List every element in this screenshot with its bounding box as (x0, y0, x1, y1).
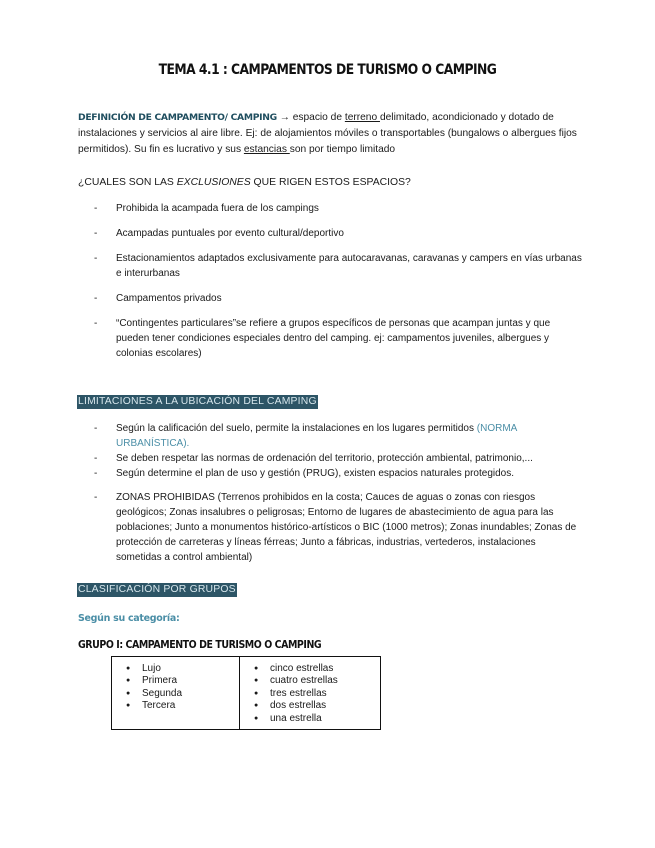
category-subheading: Según su categoría: (78, 613, 180, 624)
exclusions-list (92, 201, 582, 361)
page-title: TEMA 4.1 : CAMPAMENTOS DE TURISMO O CAMPING (158, 62, 497, 78)
definition-text-end: son por tiempo limitado (289, 143, 396, 155)
list-item: - Campamentos privados (92, 291, 582, 306)
classification-heading: CLASIFICACIÓN POR GRUPOS (78, 584, 236, 595)
category-column (112, 657, 240, 730)
definition-text: delimitado, acondicionado y dotado de instalaciones y servicios al aire libre. Ej: de alojamientos móviles o transportables (bungalows o albergues fijos permitidos). Su fin es lucrativo y sus (78, 112, 577, 155)
category-item: ● Lujo (122, 663, 229, 675)
list-item: - Acampadas puntuales por evento cultural/deportivo (92, 226, 582, 241)
exclusions-question (78, 177, 411, 188)
underlined-terreno: terreno (344, 112, 380, 123)
definition-arrow-text: → espacio de (276, 112, 345, 123)
definition-term: DEFINICIÓN DE CAMPAMENTO/ CAMPING (78, 112, 277, 123)
group-title: GRUPO I: CAMPAMENTO DE TURISMO O CAMPING (78, 639, 322, 651)
stars-item: ● dos estrellas (250, 700, 370, 712)
category-item: ● Tercera (122, 700, 229, 712)
category-item: ● Primera (122, 675, 229, 687)
limitations-heading: LIMITACIONES A LA UBICACIÓN DEL CAMPING (78, 396, 317, 407)
stars-item: ● tres estrellas (250, 688, 370, 700)
list-item: - Se deben respetar las normas de ordenación del territorio, protección ambiental, patrimonio,... (92, 451, 582, 466)
definition-paragraph (78, 110, 578, 157)
question-italic: EXCLUSIONES (176, 177, 251, 188)
list-item: - ZONAS PROHIBIDAS (Terrenos prohibidos en la costa; Cauces de aguas o zonas con riesgos geológicos; Zonas insalubres o peligrosas; Entorno de lugares de abastecimiento de agua para las poblaciones; Junto a monumentos histórico-artísticos o BIC (1000 metros); Zonas inundables; Zonas de protección de carreteras y líneas férreas; Junto a fábricas, industrias, vertederos, instalaciones sometidas a control ambiental) (92, 490, 582, 565)
limitation-text: Según la calificación del suelo, permite la instalaciones en los lugares permitidos (116, 423, 477, 434)
list-item: - Según determine el plan de uso y gestión (PRUG), existen espacios naturales protegidos. (92, 466, 582, 481)
limitations-list (92, 421, 582, 565)
question-suffix: QUE RIGEN ESTOS ESPACIOS? (250, 177, 411, 188)
list-item: - Prohibida la acampada fuera de los campings (92, 201, 582, 216)
category-table (111, 656, 381, 730)
stars-item: ● una estrella (250, 713, 370, 725)
norma-urbanistica-link: (NORMA URBANÍSTICA). (116, 423, 517, 449)
underlined-estancias: estancias (243, 143, 290, 155)
stars-item: ● cinco estrellas (250, 663, 370, 675)
list-item: - Estacionamientos adaptados exclusivamente para autocaravanas, caravanas y campers en vías urbanas e interurbanas (92, 251, 582, 281)
stars-item: ● cuatro estrellas (250, 675, 370, 687)
list-item: - “Contingentes particulares”se refiere a grupos específicos de personas que acampan juntas y que pueden tener condiciones especiales dentro del camping. ej: campamentos juveniles, albergues y colonias escolares) (92, 316, 582, 361)
category-item: ● Segunda (122, 688, 229, 700)
question-prefix: ¿CUALES SON LAS (78, 177, 177, 188)
list-item (92, 421, 582, 451)
stars-column (240, 657, 381, 730)
